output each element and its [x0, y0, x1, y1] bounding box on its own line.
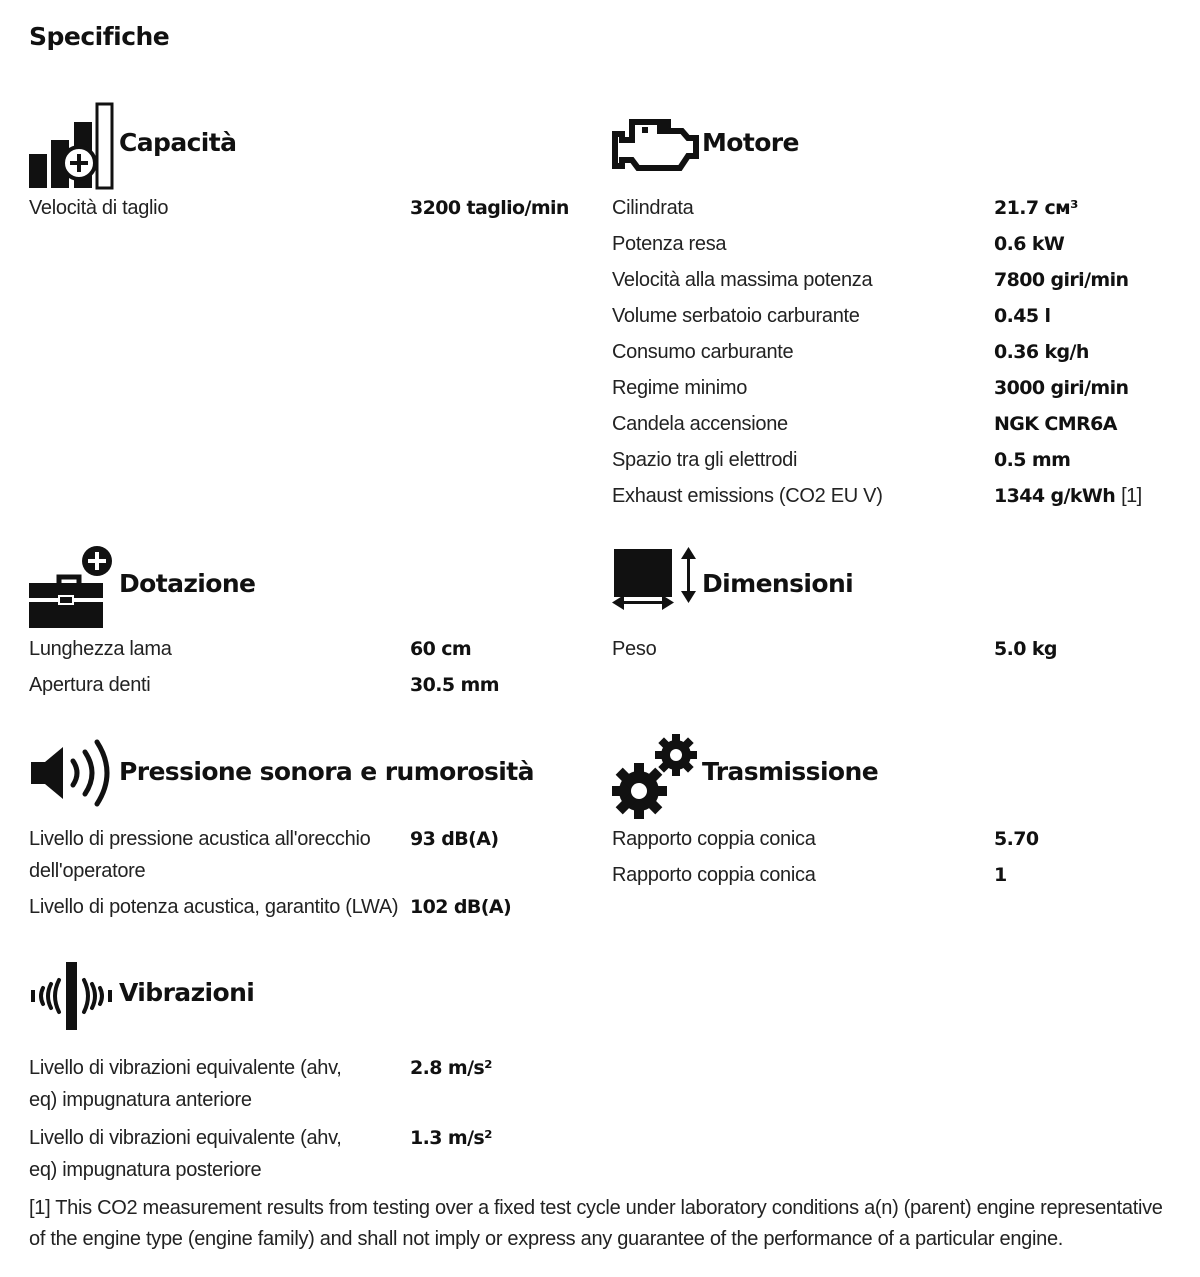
section-dotazione — [29, 541, 569, 705]
section-title: Capacità — [119, 128, 237, 157]
spec-value: 5.0 kg — [994, 638, 1057, 660]
spec-value: 7800 giri/min — [994, 269, 1129, 291]
footnote: [1] This CO2 measurement results from testing over a fixed test cycle under laboratory conditions a(n) (parent) engine representative of the engine type (engine family) and shall not imply or express any guarantee of the performance of a particular engine. — [29, 1197, 1163, 1250]
spec-row — [612, 633, 1182, 669]
spec-value: NGK CMR6A — [994, 413, 1117, 435]
spec-value: 1 — [994, 864, 1007, 886]
section-trasmissione — [612, 729, 1182, 893]
spec-label: Lunghezza lama — [29, 638, 172, 660]
spec-value: 0.45 l — [994, 305, 1051, 327]
spec-row — [29, 1122, 569, 1192]
spec-value: 3200 taglio/min — [410, 197, 569, 219]
spec-label: Livello di pressione acustica all'orecchio dell'operatore — [29, 828, 371, 882]
section-title: Dotazione — [119, 569, 256, 598]
spec-row — [29, 823, 569, 893]
section-dimensioni — [612, 541, 1182, 669]
vibration-icon — [29, 962, 117, 1052]
spec-label: Livello di vibrazioni equivalente (ahv, eq) impugnatura posteriore — [29, 1127, 342, 1181]
spec-value: 3000 giri/min — [994, 377, 1129, 399]
engine-icon — [612, 116, 700, 176]
section-title: Pressione sonora e rumorosità — [119, 757, 534, 786]
section-motore — [612, 100, 1182, 516]
speaker-icon — [29, 737, 117, 827]
spec-row — [29, 1052, 569, 1122]
spec-value: 1.3 m/s² — [410, 1127, 492, 1149]
spec-row — [612, 336, 1182, 372]
footnote-reference: [1] — [1121, 485, 1142, 507]
spec-value: 93 dB(A) — [410, 828, 499, 850]
spec-value: 5.70 — [994, 828, 1039, 850]
spec-value: 60 cm — [410, 638, 472, 660]
spec-value: 0.5 mm — [994, 449, 1071, 471]
section-pressione — [29, 729, 569, 927]
spec-row — [612, 444, 1182, 480]
spec-label: Peso — [612, 638, 657, 660]
spec-label: Exhaust emissions (CO2 EU V) — [612, 485, 883, 507]
spec-row — [29, 891, 569, 927]
gears-icon — [612, 733, 700, 823]
spec-label: Rapporto coppia conica — [612, 828, 816, 850]
spec-label: Consumo carburante — [612, 341, 794, 363]
toolbox-add-icon — [29, 545, 117, 635]
spec-row — [612, 823, 1182, 859]
spec-label: Candela accensione — [612, 413, 788, 435]
spec-value: 0.36 kg/h — [994, 341, 1089, 363]
spec-label: Potenza resa — [612, 233, 727, 255]
spec-label: Apertura denti — [29, 674, 151, 696]
spec-row — [612, 372, 1182, 408]
spec-value-text: 1344 g/kWh — [994, 485, 1116, 507]
dimensions-icon — [612, 547, 700, 637]
spec-value — [994, 480, 1142, 512]
spec-row — [612, 264, 1182, 300]
section-title: Trasmissione — [702, 757, 879, 786]
spec-row — [612, 300, 1182, 336]
spec-label: Livello di vibrazioni equivalente (ahv, eq) impugnatura anteriore — [29, 1057, 342, 1111]
section-capacita — [29, 100, 569, 228]
spec-label: Velocità alla massima potenza — [612, 269, 873, 291]
spec-value: 21.7 cм³ — [994, 197, 1078, 219]
spec-label: Cilindrata — [612, 197, 694, 219]
page-title: Specifiche — [29, 22, 170, 51]
spec-value: 102 dB(A) — [410, 896, 512, 918]
spec-row — [612, 408, 1182, 444]
spec-value: 0.6 kW — [994, 233, 1065, 255]
section-title: Dimensioni — [702, 569, 854, 598]
section-title: Vibrazioni — [119, 978, 255, 1007]
spec-row — [612, 859, 1182, 895]
section-title: Motore — [702, 128, 799, 157]
spec-row — [612, 480, 1182, 516]
spec-row — [29, 633, 569, 669]
spec-label: Velocità di taglio — [29, 197, 169, 219]
section-vibrazioni — [29, 950, 569, 1182]
spec-row — [612, 192, 1182, 228]
spec-row — [612, 228, 1182, 264]
spec-label: Spazio tra gli elettrodi — [612, 449, 798, 471]
spec-row — [29, 192, 569, 228]
spec-value: 2.8 m/s² — [410, 1057, 492, 1079]
spec-label: Rapporto coppia conica — [612, 864, 816, 886]
spec-label: Regime minimo — [612, 377, 748, 399]
capacity-icon — [29, 102, 117, 192]
spec-value: 30.5 mm — [410, 674, 499, 696]
spec-label: Livello di potenza acustica, garantito (LWA) — [29, 896, 399, 918]
spec-row — [29, 669, 569, 705]
spec-label: Volume serbatoio carburante — [612, 305, 860, 327]
